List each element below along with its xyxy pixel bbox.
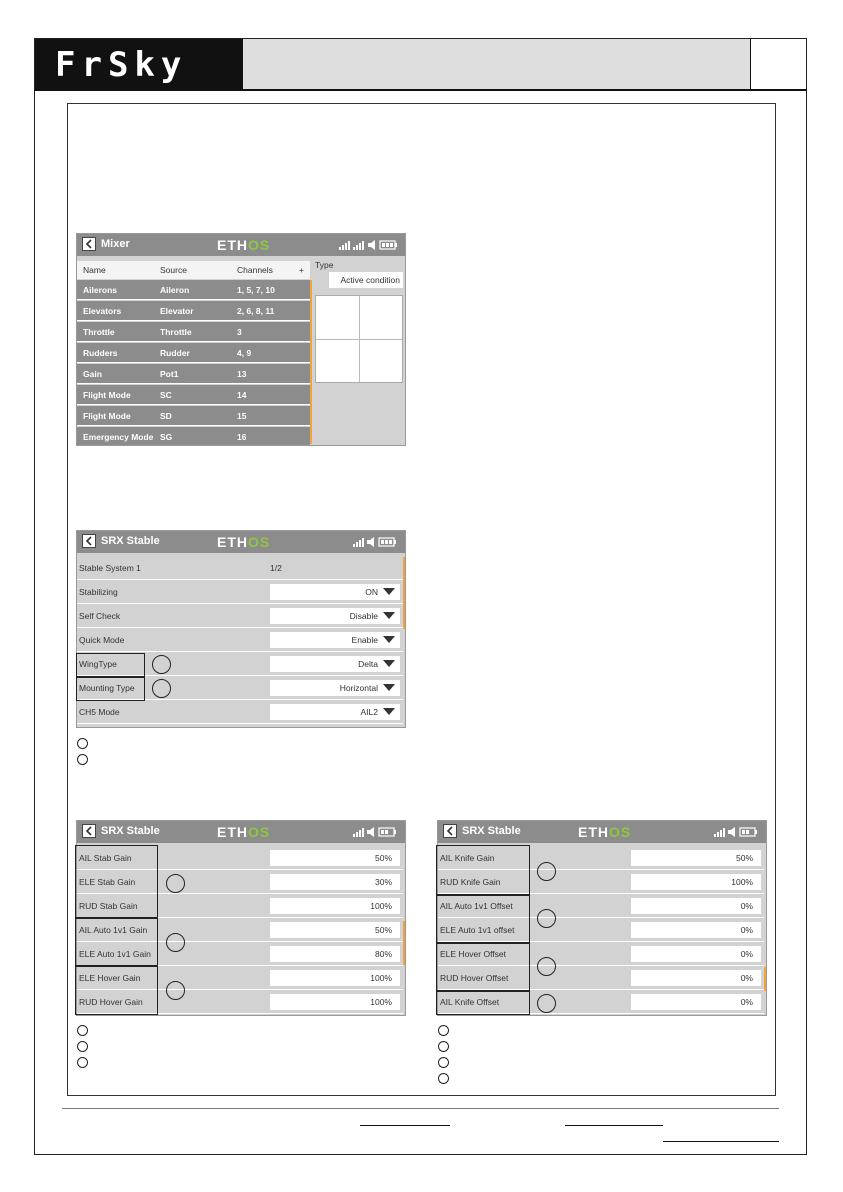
back-button[interactable]: [82, 237, 96, 251]
back-arrow-icon: [84, 239, 94, 249]
footer-link-underline[interactable]: [565, 1125, 663, 1126]
mixer-row[interactable]: Ailerons Aileron 1, 5, 7, 10: [77, 280, 310, 300]
mixer-header-row: [77, 261, 310, 279]
srx2-titlebar: [77, 821, 405, 843]
gain-value-field[interactable]: 100%: [270, 898, 400, 914]
status-icons: [714, 827, 762, 837]
scrollbar[interactable]: [310, 280, 312, 444]
battery-icon: [379, 828, 396, 836]
setting-label: AIL Auto 1v1 Gain: [79, 925, 148, 935]
stable-system-row: [77, 557, 403, 580]
setting-label: Mounting Type: [79, 683, 135, 693]
speaker-icon: [368, 240, 375, 250]
back-button[interactable]: [443, 824, 457, 838]
status-icons: [353, 537, 401, 547]
value-field[interactable]: 0%: [631, 946, 761, 962]
mixer-row[interactable]: Emergency Mode SG 16: [77, 427, 310, 446]
header-rule: [34, 38, 807, 91]
ethos-logo: ETHOS: [217, 824, 271, 840]
ethos-logo: ETHOS: [217, 534, 271, 550]
value-field[interactable]: 0%: [631, 898, 761, 914]
col-name: Name: [83, 265, 106, 275]
battery-icon: [380, 241, 397, 249]
srx3-title: SRX Stable: [462, 825, 521, 837]
signal-icon: [353, 828, 364, 837]
mixer-row[interactable]: Flight Mode SD 15: [77, 406, 310, 426]
stabilizing-select[interactable]: ON: [270, 584, 400, 600]
dropdown-arrow-icon: [383, 612, 395, 619]
dropdown-arrow-icon: [383, 660, 395, 667]
gain-value-field[interactable]: 50%: [270, 850, 400, 866]
mixer-row[interactable]: Rudders Rudder 4, 9: [77, 343, 310, 363]
legend-marker: [438, 1073, 449, 1084]
setting-label: AIL Auto 1v1 Offset: [440, 901, 513, 911]
callout-circle: [152, 679, 171, 698]
type-value: Active condition: [340, 275, 400, 285]
setting-label: Stabilizing: [79, 587, 118, 597]
value-field[interactable]: 0%: [631, 922, 761, 938]
signal2-icon: [353, 241, 364, 250]
setting-label: ELE Stab Gain: [79, 877, 136, 887]
add-icon[interactable]: +: [299, 265, 304, 275]
status-icons: [339, 240, 401, 250]
gain-value-field[interactable]: 100%: [270, 994, 400, 1010]
mixer-titlebar: [77, 234, 405, 256]
callout-circle: [166, 981, 185, 1000]
mixer-title: Mixer: [101, 238, 130, 250]
battery-icon: [740, 828, 757, 836]
legend-marker: [77, 738, 88, 749]
legend-marker: [438, 1025, 449, 1036]
speaker-icon: [367, 537, 374, 547]
legend-marker: [77, 1041, 88, 1052]
setting-label: ELE Auto 1v1 offset: [440, 925, 515, 935]
callout-circle: [537, 909, 556, 928]
legend-marker: [438, 1041, 449, 1052]
scrollbar[interactable]: [764, 967, 766, 991]
logo-text: FrSky: [55, 45, 188, 85]
gain-value-field[interactable]: 50%: [270, 922, 400, 938]
wingtype-select[interactable]: Delta: [270, 656, 400, 672]
signal-icon: [714, 828, 725, 837]
annotation-box: [436, 845, 530, 895]
setting-row-self-check: [77, 605, 403, 628]
annotation-box: [75, 966, 158, 1015]
srx1-titlebar: [77, 531, 405, 553]
callout-circle: [537, 957, 556, 976]
mixer-row[interactable]: Flight Mode SC 14: [77, 385, 310, 405]
callout-circle: [152, 655, 171, 674]
value-field[interactable]: 50%: [631, 850, 761, 866]
ethos-logo: ETHOS: [578, 824, 632, 840]
col-source: Source: [160, 265, 187, 275]
setting-label: AIL Knife Offset: [440, 997, 500, 1007]
ch5-mode-select[interactable]: AIL2: [270, 704, 400, 720]
scrollbar[interactable]: [403, 921, 405, 965]
back-arrow-icon: [445, 826, 455, 836]
setting-label: ELE Auto 1v1 Gain: [79, 949, 151, 959]
annotation-box: [76, 677, 145, 701]
legend-marker: [77, 1025, 88, 1036]
gain-value-field[interactable]: 100%: [270, 970, 400, 986]
annotation-box: [436, 991, 530, 1015]
signal-icon: [353, 538, 364, 547]
self-check-select[interactable]: Disable: [270, 608, 400, 624]
speaker-icon: [367, 827, 374, 837]
page-indicator: 1/2: [270, 563, 282, 573]
back-arrow-icon: [84, 536, 94, 546]
stable-system-label: Stable System 1: [79, 563, 141, 573]
setting-label: Quick Mode: [79, 635, 125, 645]
annotation-box: [436, 895, 530, 943]
setting-label: RUD Stab Gain: [79, 901, 138, 911]
quick-mode-select[interactable]: Enable: [270, 632, 400, 648]
callout-circle: [537, 862, 556, 881]
setting-label: CH5 Mode: [79, 707, 120, 717]
setting-row-stabilizing: [77, 581, 403, 604]
footer-link-underline[interactable]: [360, 1125, 450, 1126]
annotation-box: [75, 845, 158, 918]
signal-icon: [339, 241, 350, 250]
mixer-row[interactable]: Throttle Throttle 3: [77, 322, 310, 342]
setting-row-ch5-mode: [77, 701, 403, 724]
speaker-icon: [728, 827, 735, 837]
srx3-titlebar: [438, 821, 766, 843]
setting-label: Self Check: [79, 611, 121, 621]
legend-marker: [438, 1057, 449, 1068]
setting-label: AIL Knife Gain: [440, 853, 495, 863]
ethos-logo: ETHOS: [217, 237, 271, 253]
mounting-type-select[interactable]: Horizontal: [270, 680, 400, 696]
footer-rule: [62, 1108, 779, 1109]
gain-value-field[interactable]: 80%: [270, 946, 400, 962]
preview-grid: [315, 295, 403, 383]
setting-label: ELE Hover Gain: [79, 973, 141, 983]
setting-label: RUD Hover Gain: [79, 997, 143, 1007]
annotation-box: [76, 653, 145, 677]
setting-label: AIL Stab Gain: [79, 853, 132, 863]
annotation-box: [75, 918, 158, 966]
back-arrow-icon: [84, 826, 94, 836]
setting-label: WingType: [79, 659, 117, 669]
col-channels: Channels: [237, 265, 273, 275]
dropdown-arrow-icon: [383, 588, 395, 595]
back-button[interactable]: [82, 534, 96, 548]
scrollbar[interactable]: [403, 557, 405, 629]
callout-circle: [166, 933, 185, 952]
dropdown-arrow-icon: [383, 708, 395, 715]
footer-link-underline[interactable]: [663, 1141, 779, 1142]
setting-label: ELE Hover Offset: [440, 949, 506, 959]
value-field[interactable]: 0%: [631, 970, 761, 986]
mixer-row[interactable]: Gain Pot1 13: [77, 364, 310, 384]
type-select[interactable]: [329, 272, 403, 288]
setting-label: RUD Knife Gain: [440, 877, 501, 887]
mixer-row[interactable]: Elevators Elevator 2, 6, 8, 11: [77, 301, 310, 321]
legend-marker: [77, 754, 88, 765]
back-button[interactable]: [82, 824, 96, 838]
setting-label: RUD Hover Offset: [440, 973, 509, 983]
type-label: Type: [315, 260, 334, 270]
srx1-title: SRX Stable: [101, 535, 160, 547]
value-field[interactable]: 0%: [631, 994, 761, 1010]
srx2-title: SRX Stable: [101, 825, 160, 837]
mixer-screen: [76, 233, 406, 446]
status-icons: [353, 827, 401, 837]
legend-marker: [77, 1057, 88, 1068]
gain-value-field[interactable]: 30%: [270, 874, 400, 890]
callout-circle: [537, 994, 556, 1013]
dropdown-arrow-icon: [383, 684, 395, 691]
annotation-box: [436, 943, 530, 991]
callout-circle: [166, 874, 185, 893]
battery-icon: [379, 538, 396, 546]
setting-row-quick-mode: [77, 629, 403, 652]
dropdown-arrow-icon: [383, 636, 395, 643]
value-field[interactable]: 100%: [631, 874, 761, 890]
